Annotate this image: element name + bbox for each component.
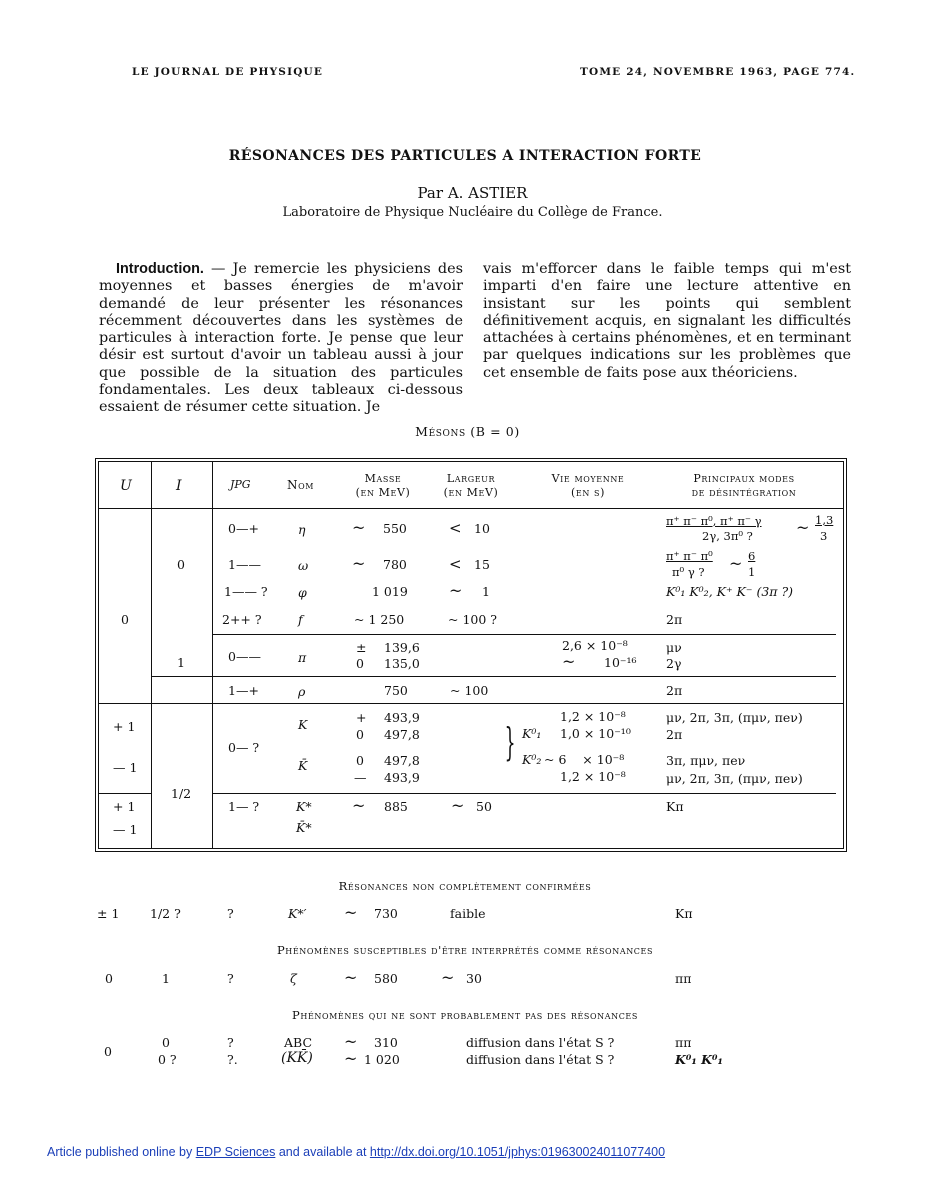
cell-masse-sign: —	[354, 770, 367, 785]
running-header-left: LE JOURNAL DE PHYSIQUE	[132, 66, 324, 78]
cell-jpg: 1——	[228, 557, 261, 572]
cell-largeur-sim: ~	[451, 796, 465, 815]
cell-masse: 135,0	[384, 656, 420, 671]
cell-nom: η	[298, 522, 306, 537]
cell-jpg: ?	[227, 906, 234, 921]
cell-vie: 1,2 × 10⁻⁸	[560, 709, 626, 724]
cell-nom: (KK̄)	[281, 1050, 313, 1066]
cell-i: 1	[177, 655, 185, 670]
cell-largeur: 50	[476, 799, 492, 814]
col-header-masse: Masse (en MeV)	[355, 472, 411, 499]
cell-masse-sim: ~	[352, 554, 366, 573]
col-header-modes: Principaux modes de désintégration	[691, 472, 797, 499]
cell-mode-den: π⁰ γ ?	[672, 565, 705, 579]
cell-masse: 780	[383, 557, 407, 572]
cell-u: — 1	[113, 822, 138, 837]
cell-jpg: 2++ ?	[222, 612, 262, 627]
section-title: Résonances non complètement confirmées	[338, 879, 592, 893]
cell-masse: 493,9	[384, 770, 420, 785]
cell-mode: ππ	[675, 971, 692, 986]
cell-nom: ρ	[298, 684, 306, 699]
cell-masse: 497,8	[384, 753, 420, 768]
cell-i: 1	[162, 971, 170, 986]
cell-u: 0	[104, 1044, 112, 1059]
cell-mode: 2π	[666, 612, 683, 627]
author: Par A. ASTIER	[417, 184, 528, 202]
intro-column-2	[483, 261, 851, 382]
cell-masse: 580	[374, 971, 398, 986]
cell-masse: 310	[374, 1035, 398, 1050]
intro-column-1	[99, 261, 463, 417]
cell-i: 0 ?	[158, 1052, 177, 1067]
cell-masse: 885	[384, 799, 408, 814]
cell-jpg: 0— ?	[228, 740, 260, 755]
cell-largeur: 15	[474, 557, 490, 572]
cell-masse-sign: +	[356, 710, 367, 725]
col-header-i: I	[176, 478, 182, 494]
cell-largeur-sim: ~	[441, 968, 455, 987]
cell-nom: f	[298, 612, 303, 627]
cell-nom: K̄*	[296, 820, 312, 835]
cell-i: 1/2 ?	[150, 906, 181, 921]
cell-mode-num: π⁺ π⁻ π⁰, π⁺ π⁻ γ	[666, 514, 762, 528]
cell-mode-num: π⁺ π⁻ π⁰	[666, 549, 713, 563]
cell-mode: K⁰₁ K⁰₁	[675, 1052, 723, 1067]
cell-mode: K⁰₁ K⁰₂, K⁺ K⁻ (3π ?)	[666, 584, 794, 599]
running-header-right: TOME 24, NOVEMBRE 1963, PAGE 774.	[580, 66, 856, 78]
cell-mode: 2π	[666, 727, 683, 742]
cell-vie: 2,6 × 10⁻⁸	[562, 638, 628, 653]
cell-mode-sim: ~	[796, 518, 810, 537]
cell-vie: ~ 6 × 10⁻⁸	[544, 752, 625, 767]
col-header-nom: Nom	[287, 478, 315, 492]
cell-largeur: ~ 100 ?	[448, 612, 497, 627]
cell-largeur: faible	[450, 906, 486, 921]
cell-nom: K̄	[298, 758, 308, 773]
cell-ratio-den: 1	[748, 565, 756, 579]
cell-masse-sim: ~	[344, 1032, 358, 1051]
cell-mode: 2π	[666, 683, 683, 698]
cell-desc: diffusion dans l'état S ?	[466, 1035, 615, 1050]
cell-desc: diffusion dans l'état S ?	[466, 1052, 615, 1067]
col-header-largeur: Largeur (en MeV)	[443, 472, 499, 499]
section-title: Phénomènes qui ne sont probablement pas des résonances	[292, 1008, 638, 1022]
cell-jpg: ?	[227, 971, 234, 986]
cell-mode: 2γ	[666, 656, 682, 671]
cell-nom: K	[298, 717, 308, 732]
cell-nom: φ	[298, 585, 307, 600]
cell-mode: μν	[666, 640, 682, 655]
cell-u: 0	[121, 612, 129, 627]
cell-masse-sim: ~	[352, 796, 366, 815]
cell-masse: 493,9	[384, 710, 420, 725]
cell-u: — 1	[113, 760, 138, 775]
intro-text-2: vais m'efforcer dans le faible temps qui m'est imparti d'en faire une lecture attentive en insistant sur les points qui semblent définitivement acquis, en signalant les difficultés attachées à certains phénomènes, et en terminant par quelques indications sur les problèmes que cet ensemble de faits pose aux théoriciens.	[483, 261, 851, 381]
cell-masse: 750	[384, 683, 408, 698]
cell-masse-sim: ~	[344, 1049, 358, 1068]
cell-mode-sim: ~	[729, 554, 743, 573]
cell-i: 0	[177, 557, 185, 572]
intro-text-1: — Je remercie les physiciens des moyennes et basses énergies de m'avoir demandé de leur présenter les résonances récemment découvertes dans les systèmes de particules à interaction forte. Je pense que leur désir est surtout d'avoir un tableau aussi à jour que possible de la situation des particules fondamentales. Les deux tableaux ci-dessous essaient de résumer cette situation. Je	[99, 261, 463, 416]
article-title: RÉSONANCES DES PARTICULES A INTERACTION FORTE	[228, 148, 702, 164]
cell-masse: 730	[374, 906, 398, 921]
affiliation: Laboratoire de Physique Nucléaire du Collège de France.	[282, 205, 663, 220]
cell-masse-sign: 0	[356, 656, 364, 671]
cell-jpg: 1—— ?	[224, 584, 268, 599]
col-header-u: U	[120, 478, 132, 494]
table-caption: Mésons (B = 0)	[415, 424, 520, 439]
cell-vie-sim: ~	[562, 652, 576, 671]
cell-u: ± 1	[97, 906, 120, 921]
cell-ratio-den: 3	[820, 529, 828, 543]
cell-masse-sim: ~	[344, 968, 358, 987]
col-header-jpg: JPG	[230, 478, 251, 491]
doi-link[interactable]: http://dx.doi.org/10.1051/jphys:019630024011077400	[369, 1145, 666, 1159]
cell-largeur: ~ 100	[450, 683, 489, 698]
cell-masse: 497,8	[384, 727, 420, 742]
cell-masse: 139,6	[384, 640, 420, 655]
cell-largeur: 10	[474, 521, 490, 536]
cell-vie: 1,2 × 10⁻⁸	[560, 769, 626, 784]
col-header-vie: Vie moyenne (en s)	[551, 472, 625, 499]
cell-masse-sign: ±	[356, 640, 367, 655]
cell-largeur-lt: <	[449, 555, 462, 573]
cell-vie: 10⁻¹⁶	[604, 655, 637, 670]
cell-u: 0	[105, 971, 113, 986]
cell-masse-sign: 0	[356, 727, 364, 742]
cell-mode: Kπ	[666, 799, 684, 814]
cell-mode: μν, 2π, 3π, (πμν, πeν)	[666, 710, 803, 725]
cell-mode: μν, 2π, 3π, (πμν, πeν)	[666, 771, 803, 786]
cell-masse: ~ 1 250	[354, 612, 405, 627]
cell-jpg: 0——	[228, 649, 261, 664]
cell-jpg: 1— ?	[228, 799, 260, 814]
brace-icon: }	[504, 720, 516, 764]
cell-largeur-sim: ~	[449, 581, 463, 600]
cell-jpg: ?	[227, 1035, 234, 1050]
section-title: Phénomènes susceptibles d'être interprétés comme résonances	[276, 943, 654, 957]
cell-mode: 3π, πμν, πeν	[666, 753, 746, 768]
cell-nom: ABC	[284, 1035, 313, 1050]
cell-ratio-num: 1,3	[815, 513, 834, 527]
cell-u: + 1	[113, 719, 136, 734]
cell-masse-sim: ~	[352, 518, 366, 537]
publisher-link[interactable]: EDP Sciences	[195, 1145, 276, 1159]
cell-mode: ππ	[675, 1035, 692, 1050]
cell-vie-label: K⁰₂	[522, 752, 542, 767]
cell-nom: ω	[298, 558, 309, 573]
cell-vie: 1,0 × 10⁻¹⁰	[560, 726, 631, 741]
cell-nom: π	[298, 650, 307, 665]
cell-u: + 1	[113, 799, 136, 814]
cell-masse-sign: 0	[356, 753, 364, 768]
cell-largeur: 1	[482, 584, 490, 599]
footer-note: Article published online by EDP Sciences and available at http://dx.doi.org/10.1051/jphys:019630024011077400	[47, 1145, 666, 1159]
cell-ratio-num: 6	[748, 549, 756, 563]
cell-masse: 550	[383, 521, 407, 536]
cell-mode-den: 2γ, 3π⁰ ?	[702, 529, 753, 543]
cell-jpg: ?.	[227, 1052, 238, 1067]
cell-largeur: 30	[466, 971, 482, 986]
cell-jpg: 1—+	[228, 683, 259, 698]
cell-masse-sim: ~	[344, 903, 358, 922]
intro-lead: Introduction.	[116, 261, 204, 277]
cell-i: 0	[162, 1035, 170, 1050]
cell-nom: K*′	[288, 906, 307, 921]
cell-largeur-lt: <	[449, 519, 462, 537]
cell-nom: K*	[296, 799, 312, 814]
cell-jpg: 0—+	[228, 521, 259, 536]
cell-nom: ζ	[290, 971, 297, 986]
cell-mode: Kπ	[675, 906, 693, 921]
cell-i: 1/2	[171, 786, 192, 801]
cell-masse: 1 019	[372, 584, 408, 599]
cell-masse: 1 020	[364, 1052, 400, 1067]
cell-vie-label: K⁰₁	[522, 726, 542, 741]
